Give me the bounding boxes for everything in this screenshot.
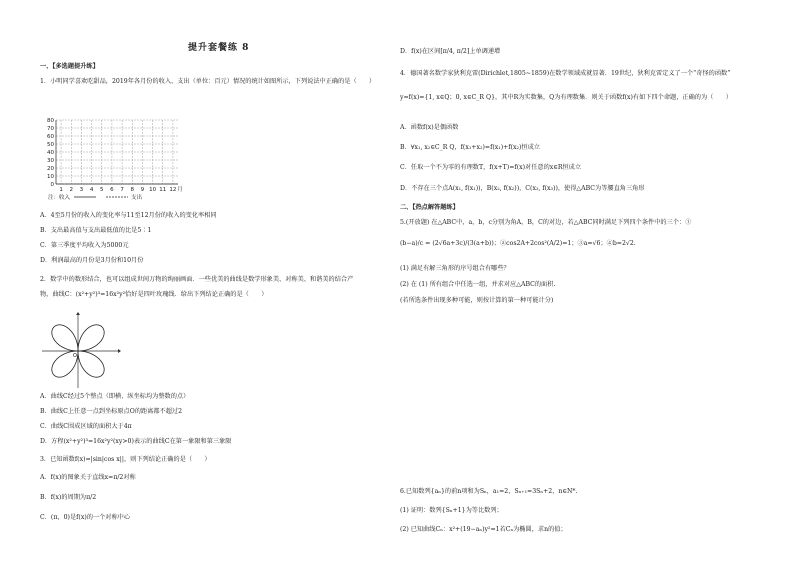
chart-legend-expense: 支出: [131, 195, 143, 201]
question-4-line2: y=f(x)={1, x∈Q；0, x∈C_R Q}，其中R为实数集，Q为有理数集．则关于函数f(x)有如下四个命题，正确的为（ ）: [400, 94, 732, 101]
chart-y-tick: 50: [47, 142, 54, 148]
question-2-text-line1: 2．数学中的数形结合，也可以组成世间万物的绚丽画面．一些优美的曲线是数学形象美、对称美、和谐美的结合产: [40, 276, 354, 283]
chart-x-tick: 12: [169, 187, 177, 193]
origin-label: O: [73, 353, 77, 359]
chart-x-tick: 4: [89, 187, 94, 193]
chart-x-tick: 5: [100, 187, 104, 193]
chart-y-tick: 80: [47, 118, 54, 124]
chart-x-tick: 2: [69, 187, 73, 193]
chart-x-tick: 9: [140, 187, 145, 193]
income-expense-chart: [40, 114, 200, 204]
chart-y-tick: 60: [47, 134, 54, 140]
q2-option-d: D．方程(x²+y²)³=16x²y²(xy>0)表示的曲线C在第一象限和第三象限: [40, 438, 232, 445]
q3-option-a: A．f(x)的图象关于直线x=π/2对称: [40, 474, 136, 481]
q4-option-b: B．∀x₁, x₂∈C_R Q，f(x₁+x₂)=f(x₁)+f(x₂)恒成立: [400, 144, 540, 151]
chart-x-tick: 1: [59, 187, 63, 193]
q1-option-a: A．4至5月份的收入的变化率与11至12月份的收入的变化率相同: [40, 212, 217, 219]
chart-y-tick: 30: [47, 158, 54, 164]
q3-option-c: C．(π，0)是f(x)的一个对称中心: [40, 514, 131, 521]
chart-y-tick: 20: [47, 166, 54, 172]
section-multiple-choice: 一、【多选题提升练】: [40, 63, 99, 70]
q5-note: (若所选条件出现多种可能，则按计算的第一种可能计分): [400, 297, 554, 304]
q3-option-d: D．f(x)在区间[π/4, π/2]上单调递增: [400, 48, 501, 55]
q1-option-d: D．利润最高的月份是3月份和10月份: [40, 257, 144, 264]
q5-part-2: (2) 在 (1) 所有组合中任选一组，并求对应△ABC的面积.: [400, 281, 556, 288]
q1-option-b: B．支出最高值与支出最低值的比是5∶1: [40, 227, 152, 234]
question-5-line1: 5.(开放题) 在△ABC中，a，b，c分别为角A，B，C的对边，若△ABC同时满足下列四个条件中的三个：①: [400, 219, 692, 226]
chart-y-tick: 40: [47, 150, 54, 156]
chart-y-tick: 10: [47, 174, 54, 180]
page-title: 提升套餐练 8: [188, 43, 250, 53]
x-axis-arrow: [118, 349, 121, 353]
q3-option-b: B．f(x)的周期为π/2: [40, 494, 97, 501]
q6-part-2: (2) 已知曲线Cₙ：x²+(19−aₙ)y²=1若Cₙ为椭圆，求n的值；: [400, 526, 567, 533]
question-3-text: 3．已知函数f(x)=|sin|cos x||，则下列结论正确的是（ ）: [40, 456, 211, 463]
y-axis-arrow: [76, 312, 80, 315]
chart-x-tick: 6: [110, 187, 114, 193]
q2-option-a: A．曲线C经过5个整点（即横、纵坐标均为整数的点）: [40, 393, 190, 400]
q1-option-c: C．第三季度平均收入为5000元: [40, 242, 129, 249]
four-leaf-rose-figure: [40, 312, 122, 390]
question-5-line2: (b−a)/c = (2√6a+3c)/(3(a+b))；②cos2A+2cos²(A/2)=1；③a=√6；④b=2√2.: [400, 240, 636, 247]
chart-x-tick: 3: [79, 187, 84, 193]
question-1-text: 1．小明同学喜欢吃甜品，2019年各月份的收入、支出（单位：百元）情况的统计如图所示，下列说法中正确的是（ ）: [40, 78, 376, 85]
q4-option-c: C．任取一个不为零的有理数T，f(x+T)=f(x)对任意的x∈R恒成立: [400, 164, 582, 171]
q2-option-c: C．曲线C围成区域的面积大于4π: [40, 423, 132, 430]
q4-option-a: A．函数f(x)是偶函数: [400, 124, 459, 131]
chart-y-tick: 0: [50, 182, 54, 188]
chart-x-tick: 7: [120, 187, 124, 193]
chart-x-tick: 月: [177, 187, 183, 193]
question-2-text-line2: 物，曲线C：(x²+y²)³=16x²y²恰好是四叶玫瑰线．给出下列结论正确的是（ ）: [40, 291, 268, 298]
chart-legend-income: 注：收入: [48, 195, 71, 201]
q5-part-1: (1) 满足有解三角形的序号组合有哪些？: [400, 265, 510, 272]
q6-part-1: (1) 证明：数列{Sₙ+1}为等比数列；: [400, 507, 503, 514]
q4-option-d: D．不存在三个点A(x₁, f(x₁))，B(x₂, f(x₂))，C(x₃, f(x₃))，使得△ABC为等腰直角三角形: [400, 185, 645, 192]
chart-x-tick: 8: [130, 187, 134, 193]
chart-x-tick: 11: [159, 187, 167, 193]
question-4-line1: 4．德国著名数学家狄利克雷(Dirichlet,1805~1859)在数学领域成就显著．19世纪，狄利克雷定义了一个“奇怪的函数”: [400, 70, 731, 77]
section-solution-questions: 二、【热点解答题练】: [400, 204, 459, 211]
q2-option-b: B．曲线C上任意一点到坐标原点O的距离都不超过2: [40, 408, 183, 415]
chart-x-tick: 10: [149, 187, 157, 193]
chart-y-tick: 70: [47, 126, 54, 132]
question-6-line1: 6.已知数列{aₙ}的前n项和为Sₙ，a₁=2，Sₙ₊₁=3Sₙ+2，n∈N*.: [400, 488, 578, 495]
